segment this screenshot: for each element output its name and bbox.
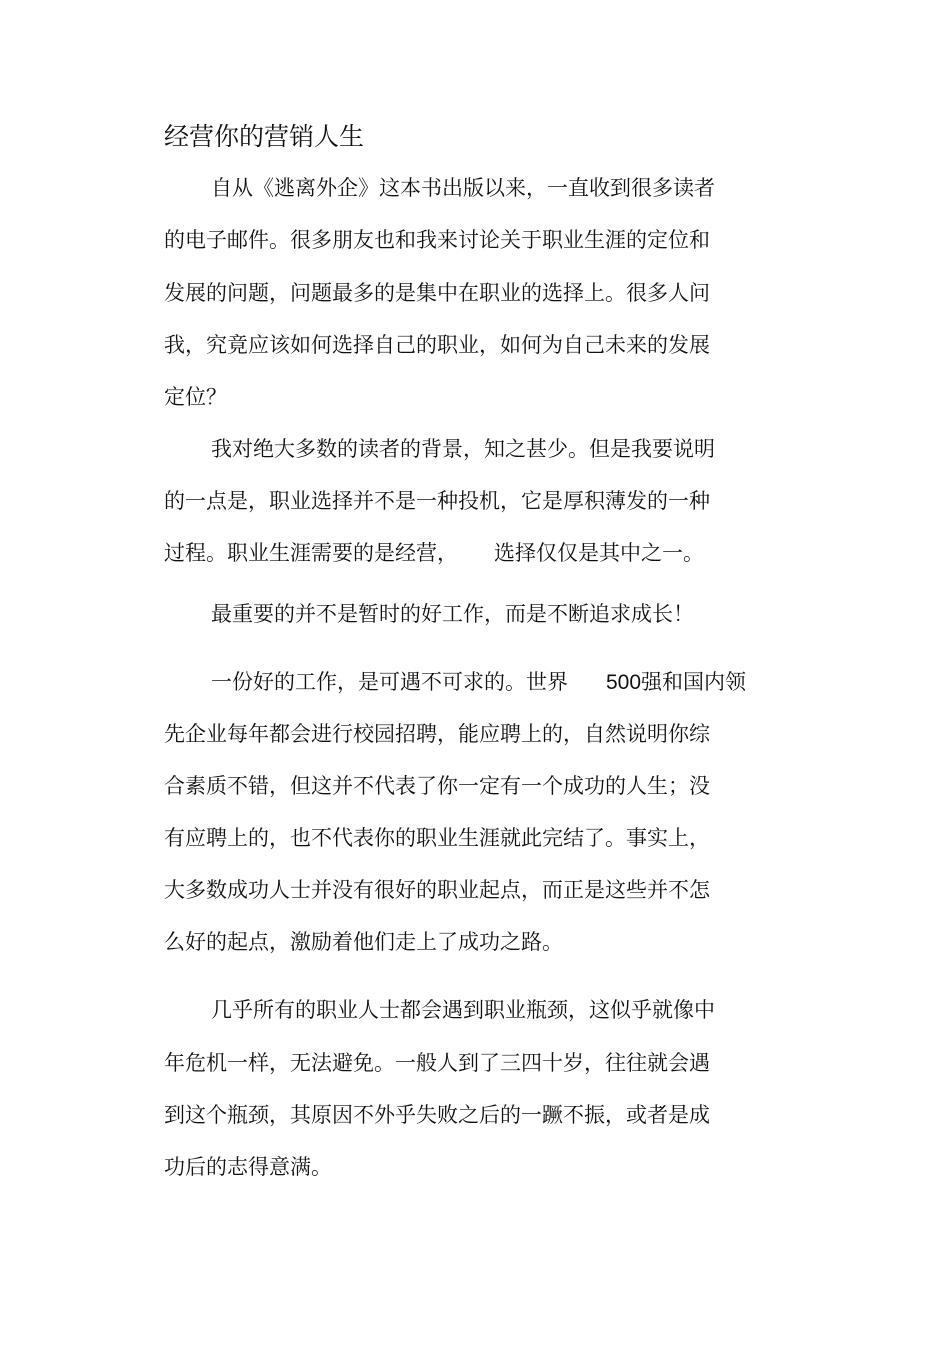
paragraph-4-line-5: 大多数成功人士并没有很好的职业起点，而正是这些并不怎 <box>164 878 710 902</box>
paragraph-4-line-6: 么好的起点，激励着他们走上了成功之路。 <box>164 930 563 954</box>
paragraph-5-line-4: 功后的志得意满。 <box>164 1155 332 1179</box>
paragraph-5-line-1: 几乎所有的职业人士都会遇到职业瓶颈，这似乎就像中 <box>211 998 715 1022</box>
paragraph-4-line-1 <box>211 667 746 698</box>
paragraph-5-line-3: 到这个瓶颈，其原因不外乎失败之后的一蹶不振，或者是成 <box>164 1103 710 1127</box>
paragraph-1-line-2: 的电子邮件。很多朋友也和我来讨论关于职业生涯的定位和 <box>164 228 710 252</box>
paragraph-2-line-3-part-1: 过程。职业生涯需要的是经营， <box>164 541 458 565</box>
paragraph-4-line-4: 有应聘上的，也不代表你的职业生涯就此完结了。事实上， <box>164 826 710 850</box>
paragraph-2-line-1: 我对绝大多数的读者的背景，知之甚少。但是我要说明 <box>211 437 715 461</box>
paragraph-4-line-1-part-1: 一份好的工作，是可遇不可求的。世界 <box>211 670 568 694</box>
paragraph-4-line-1-part-2: 强和国内领 <box>641 670 747 694</box>
paragraph-4-number: 500 <box>606 671 642 694</box>
paragraph-4-line-2: 先企业每年都会进行校园招聘，能应聘上的，自然说明你综 <box>164 722 710 746</box>
paragraph-1-line-1: 自从《逃离外企》这本书出版以来，一直收到很多读者 <box>211 176 715 200</box>
paragraph-2-line-3 <box>164 538 704 568</box>
paragraph-5-line-2: 年危机一样，无法避免。一般人到了三四十岁，往往就会遇 <box>164 1051 710 1075</box>
paragraph-2-line-2: 的一点是，职业选择并不是一种投机，它是厚积薄发的一种 <box>164 489 710 513</box>
paragraph-4-line-3: 合素质不错，但这并不代表了你一定有一个成功的人生；没 <box>164 774 710 798</box>
paragraph-1-line-4: 我，究竟应该如何选择自己的职业，如何为自己未来的发展 <box>164 333 710 357</box>
paragraph-3-line-1: 最重要的并不是暂时的好工作，而是不断追求成长！ <box>211 602 694 626</box>
paragraph-1-line-5: 定位？ <box>164 385 227 409</box>
document-title: 经营你的营销人生 <box>164 122 365 151</box>
paragraph-2-line-3-part-2: 选择仅仅是其中之一。 <box>494 541 704 565</box>
paragraph-1-line-3: 发展的问题，问题最多的是集中在职业的选择上。很多人问 <box>164 281 710 305</box>
